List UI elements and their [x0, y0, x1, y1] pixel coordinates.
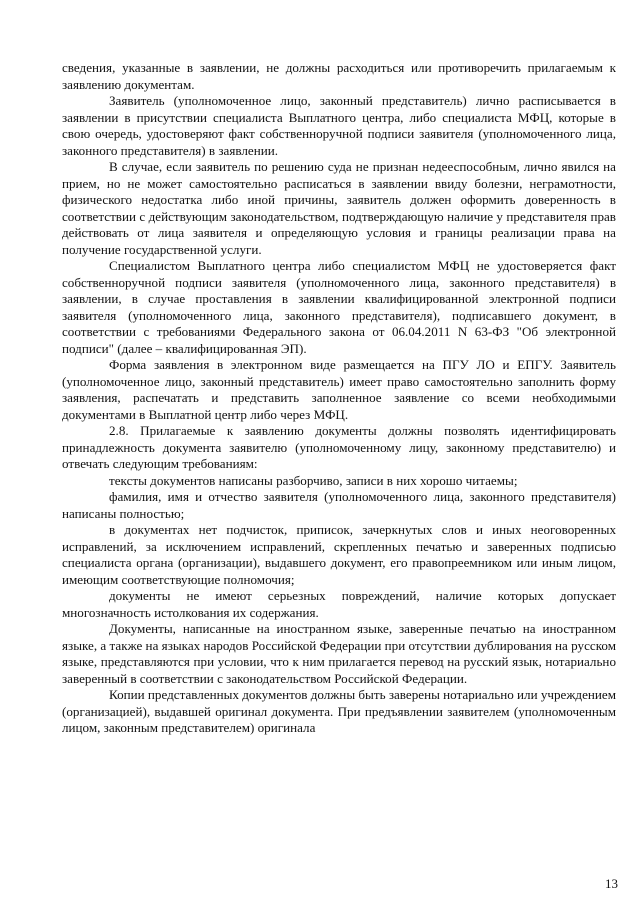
paragraph: тексты документов написаны разборчиво, записи в них хорошо читаемы; [109, 472, 518, 488]
paragraph: фамилия, имя и отчество заявителя (уполномоченного лица, законного представителя) написаны полностью; [62, 489, 616, 521]
paragraph: Специалистом Выплатного центра либо специалистом МФЦ не удостоверяется факт собственноручной подписи заявителя (уполномоченного лица, законного представителя) в заявлении, в случае проставления в заявлении квалифицированной электронной подписи заявителя (уполномоченного лица, законного представителя), подписавшего документ, в соответствии с требованиями Федерального закона от 06.04.2011 N 63-ФЗ "Об электронной подписи" (далее – квалифицированная ЭП). [62, 258, 616, 356]
paragraph: Заявитель (уполномоченное лицо, законный представитель) лично расписывается в заявлении в присутствии специалиста Выплатного центра, либо специалиста МФЦ, которые в свою очередь, удостоверяют факт собственноручной подписи заявителя (уполномоченного лица, законного представителя) в заявлении. [62, 93, 616, 158]
paragraph: 2.8. Прилагаемые к заявлению документы должны позволять идентифицировать принадлежность документа заявителю (уполномоченному лицу, законному представителю) и отвечать следующим требованиям: [62, 423, 616, 471]
paragraph: Форма заявления в электронном виде размещается на ПГУ ЛО и ЕПГУ. Заявитель (уполномоченное лицо, законный представитель) имеет право самостоятельно заполнить форму заявления, распечатать и представить заполненное заявление со всеми необходимыми документами в Выплатной центр либо через МФЦ. [62, 357, 616, 422]
paragraph: Копии представленных документов должны быть заверены нотариально или учреждением (организацией), выдавшей оригинал документа. При предъявлении заявителем (уполномоченным лицом, законным представителем) оригинала [62, 687, 616, 735]
paragraph: в документах нет подчисток, приписок, зачеркнутых слов и иных неоговоренных исправлений, за исключением исправлений, скрепленных печатью и заверенных подписью специалиста органа (организации), выдавшего документ, его правопреемником или иным лицом, имеющим соответствующие полномочия; [62, 522, 616, 587]
document-body [62, 60, 616, 737]
paragraph: Документы, написанные на иностранном языке, заверенные печатью на иностранном языке, а также на языках народов Российской Федерации при отсутствии дублирования на русском языке, представляются при условии, что к ним прилагается перевод на русский язык, нотариально заверенный в соответствии с законодательством Российской Федерации. [62, 621, 616, 686]
paragraph: сведения, указанные в заявлении, не должны расходиться или противоречить прилагаемым к заявлению документам. [62, 60, 616, 92]
page-number: 13 [605, 876, 618, 891]
paragraph: В случае, если заявитель по решению суда не признан недееспособным, лично явился на прием, но не может самостоятельно расписаться в заявлении ввиду болезни, неграмотности, физического недостатка либо иной причины, заявитель должен оформить доверенность в соответствии с действующим законодательством, подтверждающую наличие у представителя прав действовать от лица заявителя и определяющую условия и границы реализации права на получение государственной услуги. [62, 159, 616, 257]
paragraph: документы не имеют серьезных повреждений, наличие которых допускает многозначность истолкования их содержания. [62, 588, 616, 620]
